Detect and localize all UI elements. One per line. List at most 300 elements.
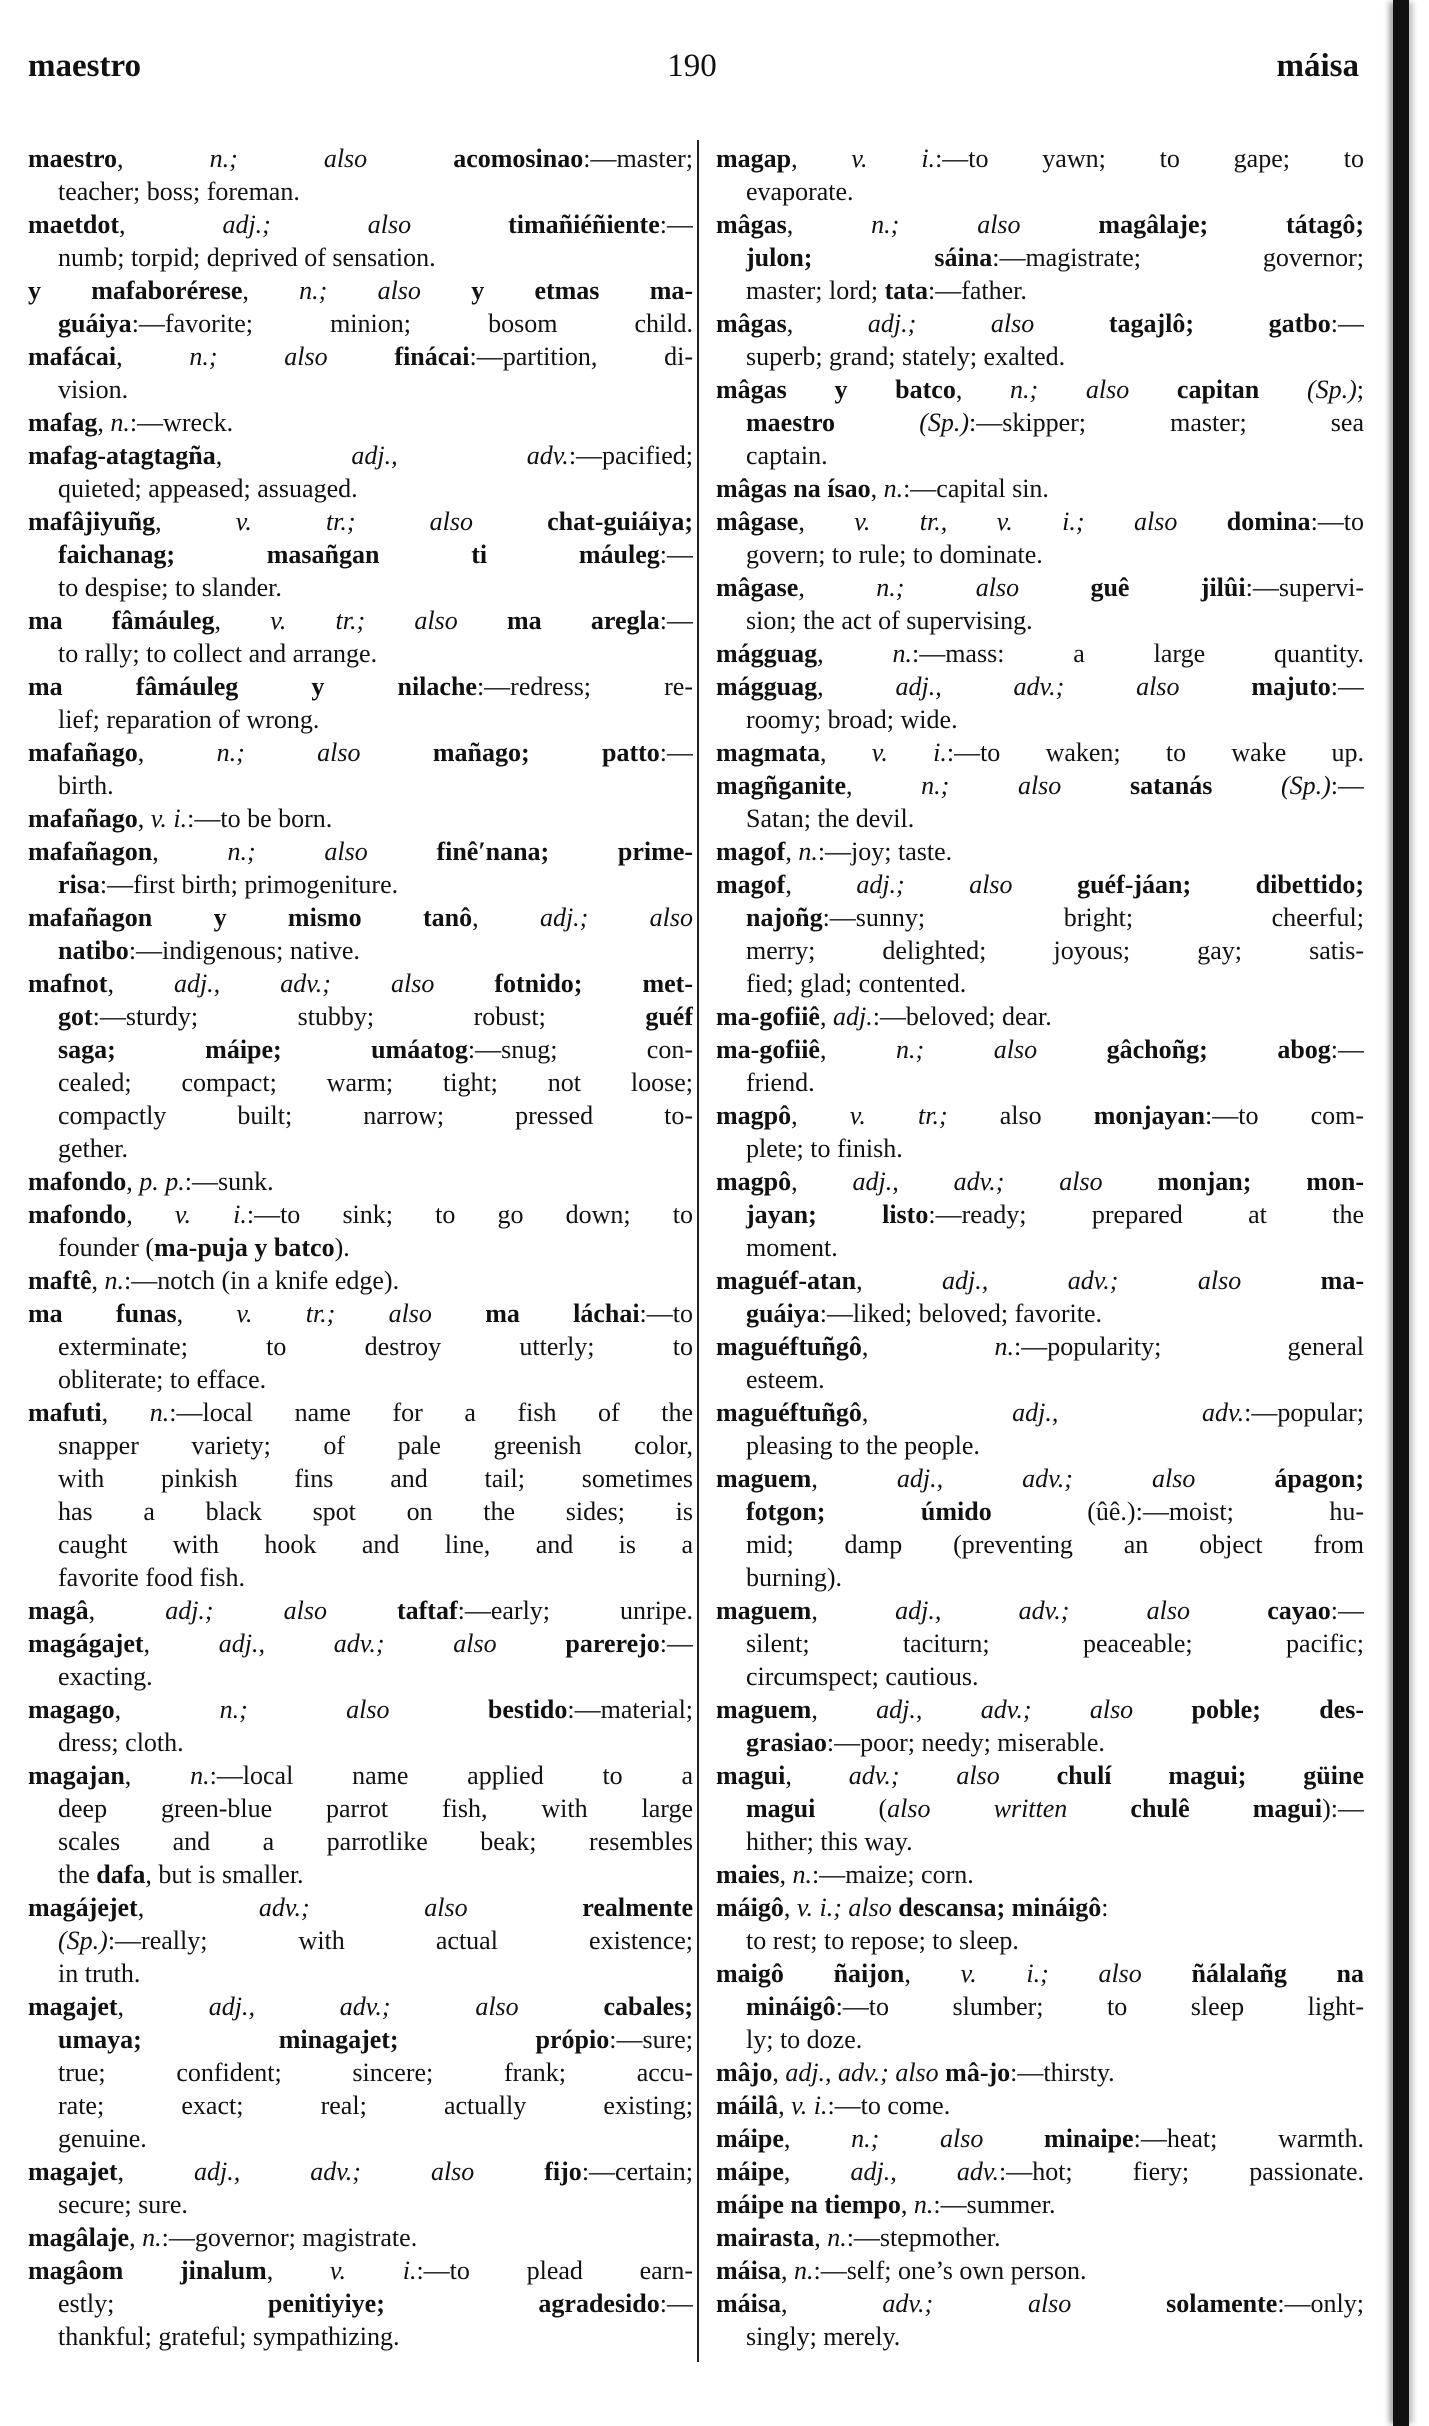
entry-continuation-line (716, 274, 1364, 307)
definition-text: :—material; (567, 1695, 693, 1724)
definition-text: , (779, 1860, 793, 1889)
headword-text: ápagon; (1274, 1464, 1364, 1493)
definition-text: , (811, 1695, 877, 1724)
headword-text: ma fâmáuleg y nilache (28, 672, 477, 701)
definition-text: to rally; to collect and arrange. (58, 639, 378, 668)
definition-text: , (798, 507, 855, 536)
definition-text: merry; delighted; joyous; gay; satis- (746, 936, 1364, 965)
entry-line (716, 1033, 1364, 1066)
headword-text: taftaf (396, 1596, 458, 1625)
definition-text: roomy; broad; wide. (746, 705, 958, 734)
entry-line (716, 208, 1364, 241)
entry-continuation-line (28, 1033, 693, 1066)
entry-line (716, 1858, 1364, 1891)
grammar-label: v. tr.; also (270, 606, 508, 635)
headword-text: máipe na tiempo (716, 2190, 901, 2219)
headword-text: jayan; listo (746, 1200, 929, 1229)
entry-continuation-line (28, 1066, 693, 1099)
definition-text: , (778, 2091, 792, 2120)
entry-line (716, 1330, 1364, 1363)
headword-text: timañiéñiente (508, 210, 660, 239)
headword-text: mâgas (716, 210, 787, 239)
entry-line (28, 505, 693, 538)
headword-text: ma-gofiiê (716, 1035, 820, 1064)
grammar-label: n.; also (219, 1695, 488, 1724)
definition-text: , (101, 1398, 150, 1427)
definition-text: , (126, 1200, 175, 1229)
entry-continuation-line (28, 2023, 693, 2056)
definition-text: :—to (1310, 507, 1364, 536)
entry-continuation-line (28, 241, 693, 274)
headword-text: julon; sáina (746, 243, 993, 272)
headword-text: ma fâmáuleg (28, 606, 215, 635)
headword-text: mafag (28, 408, 98, 437)
grammar-label: (Sp.) (1306, 375, 1357, 404)
definition-text: to rest; to repose; to sleep. (746, 1926, 1019, 1955)
headword-text: faichanag; masañgan ti máuleg (58, 540, 660, 569)
headword-text: maguem (716, 1464, 812, 1493)
entry-continuation-line (716, 1561, 1364, 1594)
entry-continuation-line (28, 1429, 693, 1462)
header-last-guide-word: máisa (1276, 48, 1359, 84)
grammar-label: adj., adv. (1012, 1398, 1245, 1427)
headword-text: máipe (716, 2157, 784, 2186)
grammar-label: adj., adv.; also (852, 1167, 1158, 1196)
entry-line (28, 1627, 693, 1660)
definition-text: :—to com- (1205, 1101, 1364, 1130)
entry-continuation-line (28, 637, 693, 670)
entry-continuation-line (716, 1726, 1364, 1759)
definition-text: moment. (746, 1233, 838, 1262)
entry-continuation-line (28, 703, 693, 736)
definition-text: :—hot; fiery; passionate. (998, 2157, 1364, 2186)
definition-text: :—local name applied to a (209, 1761, 693, 1790)
definition-text: , (791, 1101, 850, 1130)
entry-line (28, 2254, 693, 2287)
definition-text: :—magistrate; governor; (992, 243, 1364, 272)
entry-line (716, 868, 1364, 901)
entry-line (716, 1462, 1364, 1495)
headword-text: magap (716, 144, 792, 173)
grammar-label: n.; also (216, 738, 433, 767)
headword-text: chulí magui; güine (1056, 1761, 1364, 1790)
entry-line (716, 1957, 1364, 1990)
entry-continuation-line (28, 2056, 693, 2089)
entry-continuation-line (716, 1231, 1364, 1264)
definition-text: , (215, 441, 352, 470)
entry-line (716, 2089, 1364, 2122)
definition-text: thankful; grateful; sympathizing. (58, 2322, 400, 2351)
definition-text: estly; (58, 2289, 268, 2318)
entry-continuation-line (716, 406, 1364, 439)
definition-text: :—beloved; dear. (872, 1002, 1052, 1031)
grammar-label: adj. (832, 1002, 873, 1031)
definition-text: , (785, 1761, 849, 1790)
definition-text: master; lord; (746, 276, 885, 305)
definition-text: , (798, 573, 877, 602)
definition-text: compactly built; narrow; pressed to- (58, 1101, 693, 1130)
entry-line (28, 604, 693, 637)
entry-line (716, 1693, 1364, 1726)
headword-text: maestro (746, 408, 920, 437)
definition-text: with pinkish fins and tail; sometimes (58, 1464, 693, 1493)
headword-text: magpô (716, 1101, 792, 1130)
entry-continuation-line (716, 1792, 1364, 1825)
headword-text: mafácai (28, 342, 117, 371)
headword-text: magpô (716, 1167, 792, 1196)
page-binding-edge (1393, 0, 1409, 2426)
definition-text: :—joy; taste. (817, 837, 953, 866)
definition-text: :—sunk. (184, 1167, 274, 1196)
headword-text: magajet (28, 2157, 118, 2186)
entry-continuation-line (28, 2287, 693, 2320)
definition-text: :—to (639, 1299, 693, 1328)
entry-line (716, 670, 1364, 703)
definition-text: , (900, 2190, 914, 2219)
headword-text: mafnot (28, 969, 108, 998)
entry-line (716, 373, 1364, 406)
headword-text: ma aregla (507, 606, 660, 635)
headword-text: mafañago (28, 804, 138, 833)
entry-continuation-line (716, 1132, 1364, 1165)
headword-text: maguéftuñgô (716, 1332, 862, 1361)
grammar-label: n. (149, 1398, 170, 1427)
definition-text: :—skipper; master; sea (969, 408, 1364, 437)
entry-continuation-line (716, 241, 1364, 274)
grammar-label: adj.; also (222, 210, 509, 239)
headword-text: mairasta (716, 2223, 815, 2252)
entry-continuation-line (28, 1825, 693, 1858)
definition-text: dress; cloth. (58, 1728, 184, 1757)
entry-continuation-line (716, 703, 1364, 736)
definition-text: , (785, 870, 857, 899)
headword-text: cayao (1267, 1596, 1331, 1625)
entry-continuation-line (28, 769, 693, 802)
entry-continuation-line (716, 1066, 1364, 1099)
definition-text: exacting. (58, 1662, 153, 1691)
headword-text: maguéf-atan (716, 1266, 857, 1295)
headword-text: magof (716, 837, 786, 866)
definition-text: , (861, 1332, 995, 1361)
entry-line (716, 2188, 1364, 2221)
definition-text: , (781, 2256, 794, 2285)
headword-text: maigô ñaijon (716, 1959, 905, 1988)
grammar-label: adj., adv. (850, 2157, 999, 2186)
grammar-label: n.; also (921, 771, 1130, 800)
entry-continuation-line (716, 1990, 1364, 2023)
entry-line (28, 1891, 693, 1924)
definition-text: , (870, 474, 884, 503)
definition-text: , (814, 2223, 828, 2252)
entry-continuation-line (28, 1726, 693, 1759)
headword-text: maguem (716, 1695, 812, 1724)
definition-text: esteem. (746, 1365, 825, 1394)
headword-text: mafondo (28, 1200, 127, 1229)
headword-text: ñálalañg na (1191, 1959, 1364, 1988)
headword-text: acomosinao (453, 144, 584, 173)
entry-continuation-line (28, 1462, 693, 1495)
entry-continuation-line (28, 373, 693, 406)
definition-text: :— (659, 1629, 693, 1658)
grammar-label: n. (142, 2223, 162, 2252)
definition-text: :—mass: a large quantity. (911, 639, 1364, 668)
definition-text: , (817, 672, 896, 701)
grammar-label: also written (887, 1794, 1131, 1823)
definition-text: :—sturdy; stubby; robust; (92, 1002, 646, 1031)
definition-text: , (266, 2256, 330, 2285)
definition-text: gether. (58, 1134, 129, 1163)
entry-line (28, 670, 693, 703)
definition-text: rate; exact; real; actually existing; (58, 2091, 693, 2120)
definition-text: plete; to finish. (746, 1134, 903, 1163)
grammar-label: v. i. (174, 1200, 247, 1229)
headword-text: grasiao (746, 1728, 827, 1757)
grammar-label: adj.; also (856, 870, 1078, 899)
definition-text: ). (334, 1233, 350, 1262)
headword-text: magmata (716, 738, 820, 767)
definition-text: , (472, 903, 540, 932)
entry-line (28, 1759, 693, 1792)
definition-text: , (861, 1398, 1013, 1427)
definition-text: :—heat; warmth. (1133, 2124, 1364, 2153)
entry-continuation-line (28, 1132, 693, 1165)
headword-text: máilâ (716, 2091, 779, 2120)
definition-text: :—partition, di- (469, 342, 693, 371)
entry-continuation-line (716, 2023, 1364, 2056)
headword-text: mafondo (28, 1167, 127, 1196)
definition-text: :—popularity; general (1014, 1332, 1364, 1361)
definition-text: (ûê.):—moist; hu- (1087, 1497, 1364, 1526)
grammar-label: adj., adv.; also (876, 1695, 1192, 1724)
entry-line (28, 1693, 693, 1726)
entry-line (28, 1198, 693, 1231)
entry-line (716, 1594, 1364, 1627)
definition-text: : (1101, 1893, 1109, 1922)
definition-text: , but is smaller. (145, 1860, 304, 1889)
entry-continuation-line (28, 1924, 693, 1957)
definition-text: , (155, 507, 236, 536)
definition-text: sion; the act of supervising. (746, 606, 1033, 635)
definition-text: , (786, 210, 872, 239)
definition-text: , (124, 1761, 191, 1790)
definition-text: , (811, 1596, 896, 1625)
headword-text: magago (28, 1695, 115, 1724)
definition-text: in truth. (58, 1959, 141, 1988)
grammar-label: adj., adv.; also (896, 1464, 1275, 1493)
grammar-label: (Sp.) (1280, 771, 1331, 800)
entry-continuation-line (28, 1363, 693, 1396)
entry-line (28, 835, 693, 868)
definition-text: :—favorite; minion; bosom child. (131, 309, 693, 338)
definition-text: govern; to rule; to dominate. (746, 540, 1043, 569)
definition-text: singly; merely. (746, 2322, 901, 2351)
definition-text: :—father. (927, 276, 1027, 305)
right-column (716, 142, 1364, 2353)
entry-line (28, 406, 693, 439)
definition-text: deep green-blue parrot fish, with large (58, 1794, 693, 1823)
headword-text: chat-guiáiya; (547, 507, 693, 536)
entry-continuation-line (716, 967, 1364, 1000)
entry-line (716, 307, 1364, 340)
page-number: 190 (667, 48, 717, 84)
entry-continuation-line (716, 934, 1364, 967)
entry-line (716, 1000, 1364, 1033)
headword-text: y etmas ma- (471, 276, 693, 305)
definition-text: :—sure; (609, 2025, 693, 2054)
definition-text: the (58, 1860, 97, 1889)
headword-text: mâgase (716, 507, 799, 536)
definition-text: scales and a parrotlike beak; resembles (58, 1827, 693, 1856)
grammar-label: n. (798, 837, 818, 866)
headword-text: monjayan (1093, 1101, 1205, 1130)
entry-line (716, 142, 1364, 175)
definition-text: , (137, 804, 151, 833)
definition-text: :— (1330, 672, 1364, 701)
definition-text: also (947, 1101, 1094, 1130)
definition-text: , (904, 1959, 961, 1988)
headword-text: penitiyiye; agradesido (267, 2289, 660, 2318)
headword-text: máipe (716, 2124, 784, 2153)
headword-text: guéf-jáan; dibettido; (1077, 870, 1364, 899)
headword-text: solamente (1166, 2289, 1278, 2318)
grammar-label: n. (913, 2190, 934, 2219)
headword-text: domina (1226, 507, 1311, 536)
entry-continuation-line (716, 1495, 1364, 1528)
definition-text: :—local name for a fish of the (169, 1398, 693, 1427)
definition-text: :— (659, 738, 693, 767)
headword-text: maguéftuñgô (716, 1398, 862, 1427)
definition-text: :—first birth; primogeniture. (99, 870, 399, 899)
headword-text: ma-gofiiê (716, 1002, 820, 1031)
headword-text: umaya; minagajet; própio (58, 2025, 610, 2054)
definition-text: :—snug; con- (467, 1035, 693, 1064)
headword-text: natibo (58, 936, 129, 965)
definition-text: :—summer. (933, 2190, 1056, 2219)
entry-continuation-line (28, 307, 693, 340)
entry-continuation-line (716, 2320, 1364, 2353)
entry-continuation-line (716, 1363, 1364, 1396)
headword-text: magui (746, 1794, 879, 1823)
entry-line (716, 2122, 1364, 2155)
grammar-label: n. (994, 1332, 1015, 1361)
grammar-label: adj., adv.; also (895, 672, 1252, 701)
definition-text: :—really; with actual existence; (107, 1926, 693, 1955)
headword-text: máigô (716, 1893, 784, 1922)
definition-text: :—governor; magistrate. (161, 2223, 418, 2252)
definition-text: :—early; unripe. (457, 1596, 693, 1625)
entry-continuation-line (28, 1330, 693, 1363)
entry-line (28, 967, 693, 1000)
grammar-label: n.; also (299, 276, 472, 305)
entry-continuation-line (28, 2089, 693, 2122)
grammar-label: adj., adv.; also (895, 1596, 1268, 1625)
entry-continuation-line (716, 1198, 1364, 1231)
definition-text: :— (659, 2289, 693, 2318)
definition-text: , (118, 210, 223, 239)
entry-continuation-line (28, 934, 693, 967)
headword-text: mináigô (746, 1992, 836, 2021)
definition-text: superb; grand; stately; exalted. (746, 342, 1066, 371)
definition-text: , (781, 2289, 883, 2318)
entry-line (716, 2155, 1364, 2188)
headword-text: magâlaje (28, 2223, 130, 2252)
definition-text: , (772, 2058, 786, 2087)
entry-continuation-line (716, 340, 1364, 373)
headword-text: mâ-jo (945, 2058, 1011, 2087)
entry-continuation-line (28, 1660, 693, 1693)
headword-text: mâjo (716, 2058, 773, 2087)
definition-text: , (955, 375, 1011, 404)
definition-text: :—capital sin. (903, 474, 1049, 503)
grammar-label: p. p. (139, 1167, 185, 1196)
definition-text: :—pacified; (568, 441, 693, 470)
headword-text: descansa; mináigô (898, 1893, 1102, 1922)
entry-line (28, 2155, 693, 2188)
header-first-guide-word: maestro (28, 48, 142, 84)
headword-text: magñganite (716, 771, 846, 800)
entry-continuation-line (716, 538, 1364, 571)
entry-line (716, 2254, 1364, 2287)
headword-text: magâom jinalum (28, 2256, 267, 2285)
definition-text: :—liked; beloved; favorite. (819, 1299, 1102, 1328)
grammar-label: v. i. (329, 2256, 417, 2285)
definition-text: , (88, 1596, 166, 1625)
headword-text: poble; des- (1191, 1695, 1364, 1724)
definition-text: ( (878, 1794, 888, 1823)
entry-continuation-line (716, 1297, 1364, 1330)
definition-text: caught with hook and line, and is a (58, 1530, 693, 1559)
entry-line (716, 1891, 1364, 1924)
definition-text: captain. (746, 441, 828, 470)
definition-text: , (143, 1629, 219, 1658)
headword-text: ma- (1320, 1266, 1364, 1295)
definition-text: , (819, 1035, 897, 1064)
headword-text: chulê magui (1130, 1794, 1323, 1823)
grammar-label: adj., adv.; also (208, 1992, 604, 2021)
entry-line (28, 2221, 693, 2254)
definition-text: silent; taciturn; peaceable; pacific; (746, 1629, 1364, 1658)
definition-text: , (91, 1266, 105, 1295)
grammar-label: adv.; also (848, 1761, 1057, 1790)
grammar-label: n.; also (227, 837, 437, 866)
headword-text: maestro (28, 144, 118, 173)
definition-text: :—certain; (581, 2157, 693, 2186)
entry-line (28, 1396, 693, 1429)
left-column (28, 142, 693, 2353)
definition-text: :— (1330, 309, 1364, 338)
headword-text: satanás (1129, 771, 1281, 800)
headword-text: mâgas y batco (716, 375, 956, 404)
headword-text: parerejo (565, 1629, 660, 1658)
headword-text: guéf (645, 1002, 693, 1031)
definition-text: has a black spot on the sides; is (58, 1497, 693, 1526)
grammar-label: n.; also (851, 2124, 1045, 2153)
entry-continuation-line (28, 1495, 693, 1528)
definition-text: , (129, 2223, 143, 2252)
entry-line (716, 1165, 1364, 1198)
grammar-label: adv.; also (882, 2289, 1167, 2318)
definition-text: :—popular; (1244, 1398, 1364, 1427)
grammar-label: v. tr.; (849, 1101, 948, 1130)
headword-text: mafuti (28, 1398, 102, 1427)
entry-line (716, 505, 1364, 538)
definition-text: snapper variety; of pale greenish color, (58, 1431, 693, 1460)
entry-line (716, 472, 1364, 505)
headword-text: finê′nana; prime- (436, 837, 693, 866)
grammar-label: adj., adv.; also (942, 1266, 1321, 1295)
definition-text: :—to be born. (187, 804, 333, 833)
entry-line (28, 901, 693, 934)
